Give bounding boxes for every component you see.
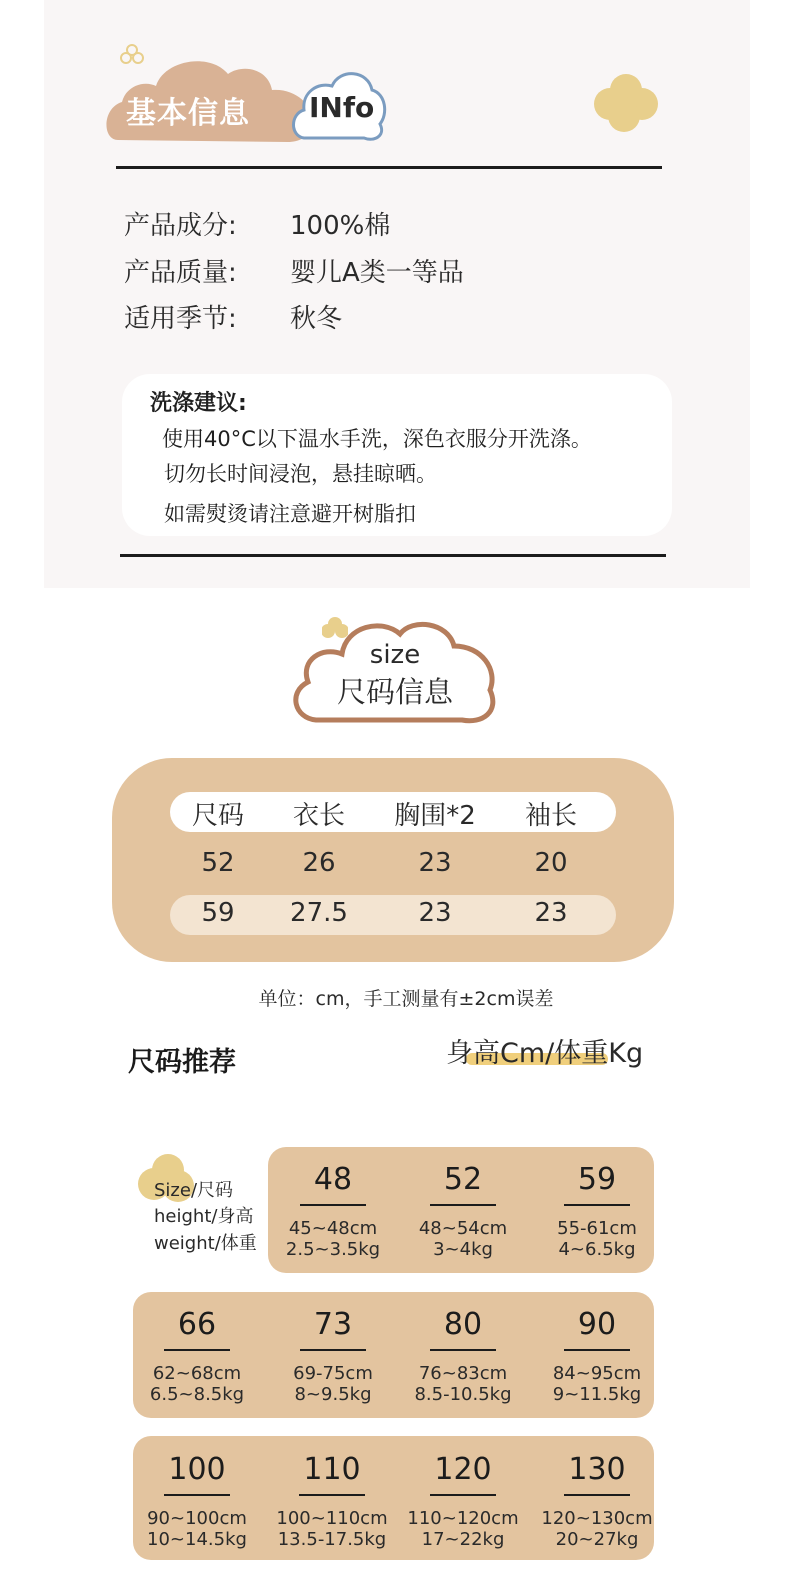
size-value: 66 xyxy=(177,1307,217,1342)
spec-value: 婴儿A类一等品 xyxy=(290,258,464,288)
wash-line: 如需熨烫请注意避开树脂扣 xyxy=(164,502,416,526)
size-cell xyxy=(532,1450,662,1550)
size-underline xyxy=(564,1494,630,1496)
height-range: 69-75cm xyxy=(293,1363,373,1384)
size-cell xyxy=(398,1450,528,1550)
size-cell xyxy=(267,1450,397,1550)
weight-range: 4~6.5kg xyxy=(558,1239,636,1260)
weight-range: 20~27kg xyxy=(555,1529,639,1550)
spec-value: 秋冬 xyxy=(290,304,343,334)
height-range: 100~110cm xyxy=(276,1508,388,1529)
recommend-title: 尺码推荐 xyxy=(128,1047,236,1078)
size-underline xyxy=(300,1204,366,1206)
recommend-unit: 身高Cm/体重Kg xyxy=(446,1038,644,1069)
table-cell: 20 xyxy=(534,848,568,878)
height-range: 120~130cm xyxy=(541,1508,653,1529)
wash-title: 洗涤建议: xyxy=(150,391,247,416)
size-table xyxy=(112,758,674,962)
weight-range: 3~4kg xyxy=(433,1239,493,1260)
wash-line: 使用40°C以下温水手洗，深色衣服分开洗涤。 xyxy=(162,427,592,451)
size-cell xyxy=(132,1450,262,1550)
size-underline xyxy=(430,1494,496,1496)
weight-range: 17~22kg xyxy=(421,1529,505,1550)
size-value: 120 xyxy=(434,1452,492,1487)
size-underline xyxy=(564,1204,630,1206)
wash-card xyxy=(122,374,672,536)
legend-weight: weight/体重 xyxy=(154,1233,257,1254)
weight-range: 6.5~8.5kg xyxy=(149,1384,245,1405)
flower-outline-icon xyxy=(118,42,146,70)
size-cell xyxy=(268,1305,398,1405)
spec-label: 适用季节: xyxy=(124,304,237,334)
height-range: 76~83cm xyxy=(418,1363,508,1384)
size-value: 73 xyxy=(313,1307,353,1342)
size-underline xyxy=(430,1204,496,1206)
size-cell xyxy=(398,1160,528,1260)
height-range: 62~68cm xyxy=(152,1363,242,1384)
height-range: 110~120cm xyxy=(407,1508,519,1529)
spec-label: 产品成分: xyxy=(124,211,237,241)
weight-range: 13.5-17.5kg xyxy=(277,1529,387,1550)
weight-range: 2.5~3.5kg xyxy=(285,1239,381,1260)
unit-note: 单位：cm，手工测量有±2cm误差 xyxy=(258,988,554,1010)
table-cell: 27.5 xyxy=(290,898,348,928)
height-range: 45~48cm xyxy=(288,1218,378,1239)
size-value: 130 xyxy=(568,1452,626,1487)
size-value: 48 xyxy=(313,1162,353,1197)
size-underline xyxy=(564,1349,630,1351)
height-range: 48~54cm xyxy=(418,1218,508,1239)
height-range: 55-61cm xyxy=(557,1218,637,1239)
size-value: 110 xyxy=(303,1452,361,1487)
height-range: 84~95cm xyxy=(552,1363,642,1384)
table-header-cell: 袖长 xyxy=(524,801,577,831)
size-value: 100 xyxy=(168,1452,226,1487)
weight-range: 9~11.5kg xyxy=(552,1384,642,1405)
size-value: 80 xyxy=(443,1307,483,1342)
table-header-cell: 衣长 xyxy=(292,801,345,831)
legend-size: Size/尺码 xyxy=(154,1180,234,1201)
size-cell xyxy=(398,1305,528,1405)
weight-range: 8~9.5kg xyxy=(294,1384,372,1405)
size-cell xyxy=(532,1160,662,1260)
info-title-en: INfo xyxy=(309,91,375,124)
spec-value: 100%棉 xyxy=(290,211,391,241)
size-underline xyxy=(299,1494,365,1496)
top-divider xyxy=(116,166,662,169)
spec-label: 产品质量: xyxy=(124,258,237,288)
size-underline xyxy=(300,1349,366,1351)
wash-line: 切勿长时间浸泡，悬挂晾晒。 xyxy=(164,462,437,486)
size-value: 90 xyxy=(577,1307,617,1342)
table-header-cell: 胸围*2 xyxy=(394,801,476,831)
table-cell: 23 xyxy=(534,898,568,928)
table-header-cell: 尺码 xyxy=(191,801,244,831)
size-value: 59 xyxy=(577,1162,617,1197)
table-cell: 23 xyxy=(418,848,452,878)
table-cell: 59 xyxy=(201,898,235,928)
weight-range: 8.5-10.5kg xyxy=(414,1384,512,1405)
flower-small-icon xyxy=(322,617,348,641)
weight-range: 10~14.5kg xyxy=(147,1529,247,1550)
size-underline xyxy=(430,1349,496,1351)
size-cell xyxy=(268,1160,398,1260)
legend-height: height/身高 xyxy=(154,1206,254,1227)
size-cell xyxy=(532,1305,662,1405)
info-title-cn: 基本信息 xyxy=(126,96,250,131)
size-underline xyxy=(164,1349,230,1351)
size-title-en: size xyxy=(369,640,421,670)
size-title-cn: 尺码信息 xyxy=(336,675,453,709)
bottom-divider xyxy=(120,554,666,557)
size-underline xyxy=(164,1494,230,1496)
table-cell: 52 xyxy=(201,848,235,878)
flower-icon xyxy=(594,72,658,134)
height-range: 90~100cm xyxy=(147,1508,247,1529)
table-cell: 26 xyxy=(302,848,336,878)
size-value: 52 xyxy=(443,1162,483,1197)
size-cell xyxy=(132,1305,262,1405)
table-cell: 23 xyxy=(418,898,452,928)
